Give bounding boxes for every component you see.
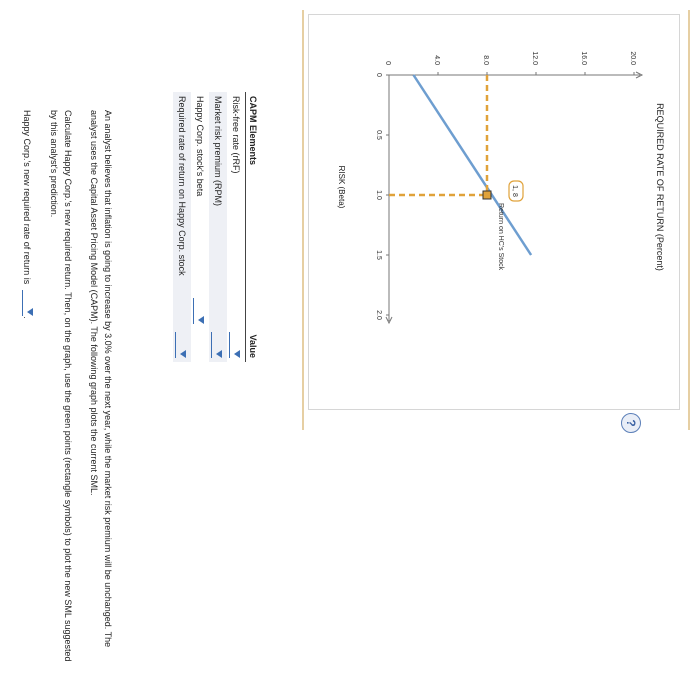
required-return-dropdown[interactable] [176, 332, 189, 358]
row-label: Market risk premium (RPM) [213, 96, 223, 207]
row-risk-free-rate [227, 92, 245, 362]
row-label: Happy Corp. stock's beta [195, 96, 205, 197]
beta-dropdown[interactable] [194, 298, 207, 324]
x-axis-label: RISK (Beta) [337, 165, 346, 209]
table-header [245, 92, 260, 362]
chevron-down-icon [217, 350, 223, 358]
new-required-return-dropdown[interactable] [22, 290, 35, 316]
bottom-divider [302, 10, 304, 430]
point-tooltip-text: 1, 8 [511, 185, 518, 197]
row-label: Risk-free rate (rRF) [231, 96, 241, 174]
x-tick-label: 0.5 [375, 130, 382, 140]
capm-table [173, 92, 260, 362]
x-tick-label: 2.0 [375, 310, 382, 320]
y-tick-label: 8.0 [482, 55, 489, 65]
chart-panel [308, 14, 680, 427]
answer-suffix: . [22, 316, 32, 319]
sml-line[interactable] [414, 75, 532, 255]
answer-line [22, 110, 35, 319]
x-tick-label: 0 [375, 73, 382, 77]
instruction-paragraph: Calculate Happy Corp.'s new required return. Then, on the graph, use the green points (rectangle symbols) to plot the new SML suggested by this analyst's prediction. [49, 110, 73, 662]
risk-free-rate-dropdown[interactable] [230, 332, 243, 358]
y-tick-label: 16.0 [580, 51, 587, 65]
row-label: Required rate of return on Happy Corp. stock [177, 96, 187, 276]
sml-chart[interactable] [309, 15, 679, 409]
chart-title: REQUIRED RATE OF RETURN (Percent) [655, 103, 665, 271]
help-icon[interactable]: ? [621, 413, 641, 433]
intro-paragraph: An analyst believes that inflation is going to increase by 3.0% over the next year, while the market risk premium will be unchanged. The analyst uses the Capital Asset Pricing Model (CAPM). The following graph plots the current SML. [89, 110, 113, 648]
chevron-down-icon [27, 308, 33, 316]
row-required-return [173, 92, 191, 362]
y-tick-label: 12.0 [531, 51, 538, 65]
y-tick-label: 20.0 [629, 51, 636, 65]
header-value: Value [248, 334, 258, 358]
row-beta [191, 92, 209, 362]
x-tick-label: 1.0 [375, 190, 382, 200]
market-risk-premium-dropdown[interactable] [212, 332, 225, 358]
chevron-down-icon [181, 350, 187, 358]
x-tick-label: 1.5 [375, 250, 382, 260]
header-capm-elements: CAPM Elements [248, 96, 258, 166]
hc-stock-point[interactable] [483, 191, 491, 199]
y-tick-label: 0 [384, 61, 391, 65]
chevron-down-icon [235, 350, 241, 358]
point-label: Return on HC's Stock [497, 203, 504, 271]
row-market-risk-premium [209, 92, 227, 362]
y-tick-label: 4.0 [433, 55, 440, 65]
answer-text: Happy Corp.'s new required rate of return is [22, 110, 32, 285]
chevron-down-icon [199, 316, 205, 324]
top-divider [688, 10, 690, 430]
